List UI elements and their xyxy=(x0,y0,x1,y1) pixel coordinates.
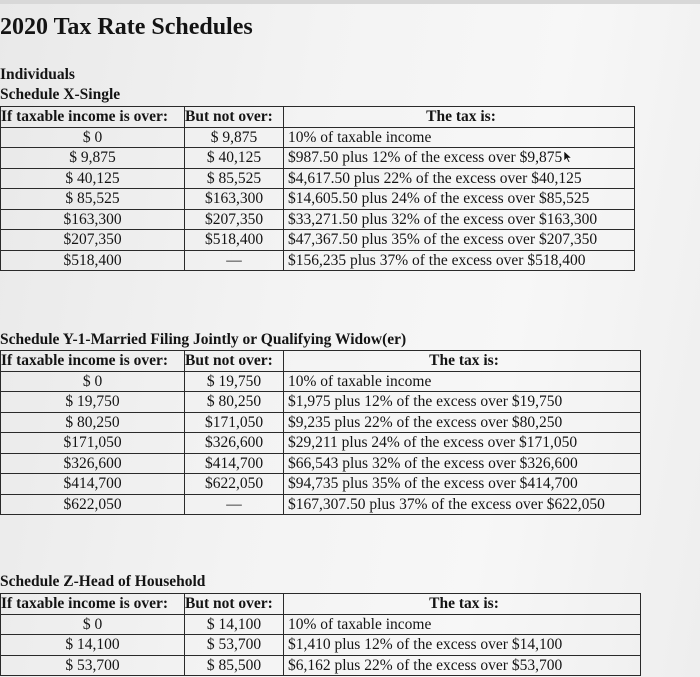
tax-cell: $1,975 plus 12% of the excess over $19,750 xyxy=(284,392,641,413)
not-over-cell: $414,700 xyxy=(185,453,284,474)
tax-cell: $9,235 plus 22% of the excess over $80,250 xyxy=(284,412,641,433)
not-over-cell: $622,050 xyxy=(185,474,284,495)
over-cell: $ 0 xyxy=(1,614,185,635)
mouse-cursor-icon xyxy=(563,151,573,163)
table-row xyxy=(1,392,641,413)
tax-cell: 10% of taxable income xyxy=(284,127,635,148)
table-row xyxy=(1,412,641,433)
page-title: 2020 Tax Rate Schedules xyxy=(0,14,253,40)
header-tax: The tax is: xyxy=(284,107,635,128)
over-cell: $ 14,100 xyxy=(1,635,185,656)
over-cell: $518,400 xyxy=(1,250,185,271)
not-over-cell: $171,050 xyxy=(185,412,284,433)
tax-cell: $14,605.50 plus 24% of the excess over $85,525 xyxy=(284,189,635,210)
not-over-cell: $ 14,100 xyxy=(185,614,284,635)
tax-cell xyxy=(284,148,635,169)
header-over: If taxable income is over: xyxy=(1,351,185,372)
header-tax: The tax is: xyxy=(284,351,641,372)
tax-cell: $47,367.50 plus 35% of the excess over $207,350 xyxy=(284,230,635,251)
over-cell: $171,050 xyxy=(1,433,185,454)
not-over-cell: $ 9,875 xyxy=(185,127,284,148)
tax-cell: $167,307.50 plus 37% of the excess over $622,050 xyxy=(284,494,641,515)
schedule-x-table xyxy=(0,106,635,271)
table-row xyxy=(1,614,641,635)
header-not-over: But not over: xyxy=(185,107,284,128)
over-cell: $ 0 xyxy=(1,371,185,392)
tax-cell: 10% of taxable income xyxy=(284,371,641,392)
not-over-cell: $ 85,500 xyxy=(185,655,284,676)
header-tax: The tax is: xyxy=(284,594,641,615)
table-row xyxy=(1,168,635,189)
tax-cell: $29,211 plus 24% of the excess over $171,050 xyxy=(284,433,641,454)
header-not-over: But not over: xyxy=(185,351,284,372)
tax-cell: $4,617.50 plus 22% of the excess over $40,125 xyxy=(284,168,635,189)
over-cell: $207,350 xyxy=(1,230,185,251)
schedule-z-table xyxy=(0,593,641,676)
tax-cell: 10% of taxable income xyxy=(284,614,641,635)
over-cell: $622,050 xyxy=(1,494,185,515)
tax-cell: $66,543 plus 32% of the excess over $326,600 xyxy=(284,453,641,474)
over-cell: $ 19,750 xyxy=(1,392,185,413)
table-row xyxy=(1,494,641,515)
schedule-z-rows xyxy=(1,614,641,676)
over-cell: $326,600 xyxy=(1,453,185,474)
table-row xyxy=(1,474,641,495)
not-over-cell: $ 53,700 xyxy=(185,635,284,656)
not-over-cell: $ 19,750 xyxy=(185,371,284,392)
not-over-cell: $163,300 xyxy=(185,189,284,210)
table-header-row xyxy=(1,107,635,128)
table-header-row xyxy=(1,594,641,615)
table-row xyxy=(1,635,641,656)
individuals-label: Individuals xyxy=(0,66,75,83)
over-cell: $163,300 xyxy=(1,209,185,230)
not-over-cell: $ 40,125 xyxy=(185,148,284,169)
not-over-cell: — xyxy=(185,494,284,515)
header-over: If taxable income is over: xyxy=(1,107,185,128)
schedule-z-title: Schedule Z-Head of Household xyxy=(0,573,206,590)
header-over: If taxable income is over: xyxy=(1,594,185,615)
not-over-cell: $207,350 xyxy=(185,209,284,230)
table-row xyxy=(1,209,635,230)
table-row xyxy=(1,433,641,454)
over-cell: $414,700 xyxy=(1,474,185,495)
schedule-x-title: Schedule X-Single xyxy=(0,86,121,103)
table-row xyxy=(1,189,635,210)
table-row xyxy=(1,453,641,474)
window-top-edge xyxy=(0,0,700,4)
header-not-over: But not over: xyxy=(185,594,284,615)
schedule-y1-rows xyxy=(1,371,641,515)
not-over-cell: $518,400 xyxy=(185,230,284,251)
table-row xyxy=(1,371,641,392)
tax-cell: $1,410 plus 12% of the excess over $14,100 xyxy=(284,635,641,656)
not-over-cell: — xyxy=(185,250,284,271)
over-cell: $ 85,525 xyxy=(1,189,185,210)
table-row xyxy=(1,148,635,169)
schedule-x-rows xyxy=(1,127,635,271)
over-cell: $ 80,250 xyxy=(1,412,185,433)
table-row xyxy=(1,127,635,148)
not-over-cell: $326,600 xyxy=(185,433,284,454)
schedule-y1-title: Schedule Y-1-Married Filing Jointly or Qualifying Widow(er) xyxy=(0,331,407,348)
tax-cell: $94,735 plus 35% of the excess over $414,700 xyxy=(284,474,641,495)
table-row xyxy=(1,230,635,251)
not-over-cell: $ 85,525 xyxy=(185,168,284,189)
table-row xyxy=(1,250,635,271)
table-header-row xyxy=(1,351,641,372)
schedule-y1-table xyxy=(0,350,641,515)
over-cell: $ 40,125 xyxy=(1,168,185,189)
over-cell: $ 0 xyxy=(1,127,185,148)
over-cell: $ 53,700 xyxy=(1,655,185,676)
tax-cell: $33,271.50 plus 32% of the excess over $163,300 xyxy=(284,209,635,230)
over-cell: $ 9,875 xyxy=(1,148,185,169)
table-row xyxy=(1,655,641,676)
tax-cell: $6,162 plus 22% of the excess over $53,700 xyxy=(284,655,641,676)
tax-cell: $156,235 plus 37% of the excess over $518,400 xyxy=(284,250,635,271)
tax-text: $987.50 plus 12% of the excess over $9,875 xyxy=(288,149,563,167)
not-over-cell: $ 80,250 xyxy=(185,392,284,413)
